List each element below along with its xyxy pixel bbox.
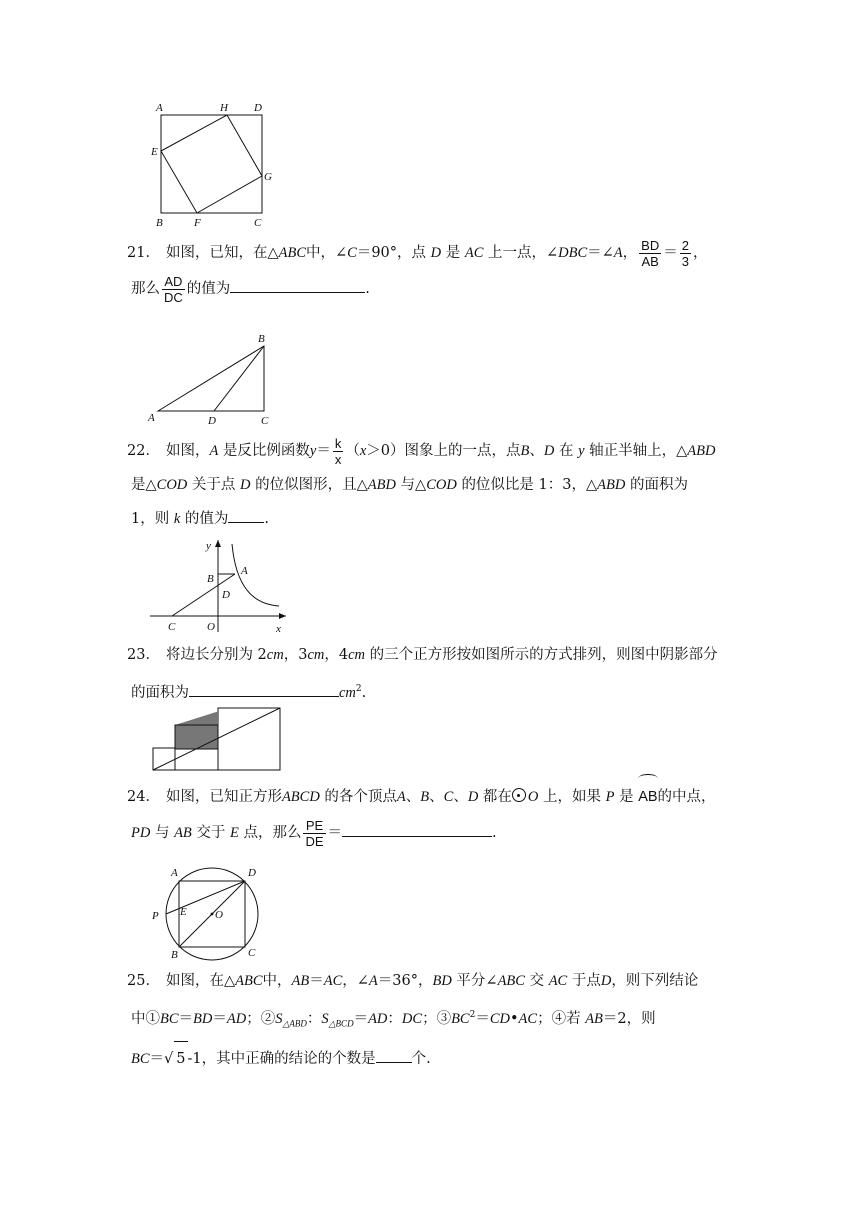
label-C: C — [168, 621, 176, 633]
answer-blank-25[interactable] — [376, 1044, 412, 1063]
label-P: P — [152, 910, 159, 922]
answer-blank-24[interactable] — [342, 818, 492, 837]
figure-q20-squares — [148, 98, 278, 232]
label-x: x — [276, 623, 281, 635]
label-A: A — [171, 867, 178, 879]
marker-1: ① — [145, 1010, 160, 1027]
label-C: C — [254, 217, 262, 229]
answer-blank-22[interactable] — [228, 504, 264, 523]
sqrt-symbol: √ — [164, 1050, 174, 1067]
fraction-2-3: $\frac{2}{3}$ — [681, 237, 689, 269]
label-O: O — [207, 621, 215, 633]
fraction-k-x: $\frac{k}{x}$ — [334, 435, 342, 467]
fraction-ad-dc: $\frac{AD}{DC}$ — [164, 273, 183, 305]
label-D: D — [208, 415, 216, 427]
label-B: B — [207, 573, 214, 585]
arc-ab: AB — [638, 780, 657, 814]
marker-2: ② — [260, 1010, 276, 1027]
label-E: E — [151, 146, 158, 158]
fraction-pe-de: $\frac{PE}{DE}$ — [305, 817, 324, 849]
answer-blank-23[interactable] — [189, 678, 339, 697]
figure-q24-circle — [144, 862, 274, 962]
figure-q23-squares — [148, 702, 288, 776]
label-F: F — [194, 217, 201, 229]
question-24: 24． 如图，已知正方形ABCD 的各个顶点A、B、C、D 都在 O 上，如果 P 是 AB的中点， PD 与 AB 交于 E 点，那么 $\frac{PE}{DE}$ ＝ . — [131, 780, 741, 850]
marker-3: ③ — [436, 1010, 452, 1027]
label-y: y — [206, 540, 211, 552]
question-23: 23． 将边长分别为 2cm，3cm，4cm 的三个正方形按如图所示的方式排列，则图中阴影部分 的面积为 $cm^2$. — [127, 647, 718, 701]
label-E: E — [180, 906, 187, 918]
label-D: D — [248, 867, 256, 879]
figure-q22-graph — [144, 536, 294, 638]
label-A: A — [241, 565, 248, 577]
label-A: A — [148, 412, 155, 424]
label-H: H — [220, 102, 228, 114]
label-G: G — [264, 171, 272, 183]
question-21: 21． 如图，已知，在△ABC中，∠C＝90°，点 D 是 AC 上一点，∠DBC＝∠A， $\frac{BD}{AB}$ ＝ $\frac{2}{3}$ ， 那么 $\frac{AD}{DC}$ 的值为 . — [127, 237, 708, 305]
label-B: B — [171, 949, 178, 961]
circle-o-symbol — [512, 788, 526, 802]
question-22: 22． 如图，A 是反比例函数y＝ $\frac{k}{x}$ （x＞0）图象上的一点，点B、D 在 y 轴正半轴上，△ABD 是△COD 关于点 D 的位似图形，且△ABD 与△COD 的位似比是 1：3，△ABD 的面积为 1，则 k 的值为 . — [127, 435, 716, 527]
label-C: C — [261, 415, 269, 427]
marker-4: ④ — [551, 1010, 567, 1027]
answer-blank-21[interactable] — [230, 274, 365, 293]
label-D: D — [222, 589, 230, 601]
label-D: D — [254, 102, 262, 114]
figure-q21-triangle — [144, 330, 284, 428]
label-A: A — [156, 102, 163, 114]
label-O: O — [215, 909, 223, 921]
label-B: B — [258, 333, 265, 345]
label-C: C — [248, 947, 256, 959]
fraction-bd-ab: $\frac{BD}{AB}$ — [641, 237, 660, 269]
question-25: 25． 如图，在△ABC中，AB＝AC，∠A＝36°，BD 平分∠ABC 交 AC 于点D，则下列结论 中①BC＝BD＝AD；$②S_{\triangle ABD}$：$S_{\triangle BCD}=AD$：DC；$③BC^2=CD•AC$；④若 AB＝2，则 BC＝√ 5 ‐1，其中正确的结论的个数是 个. — [131, 964, 741, 1076]
label-B: B — [156, 217, 163, 229]
